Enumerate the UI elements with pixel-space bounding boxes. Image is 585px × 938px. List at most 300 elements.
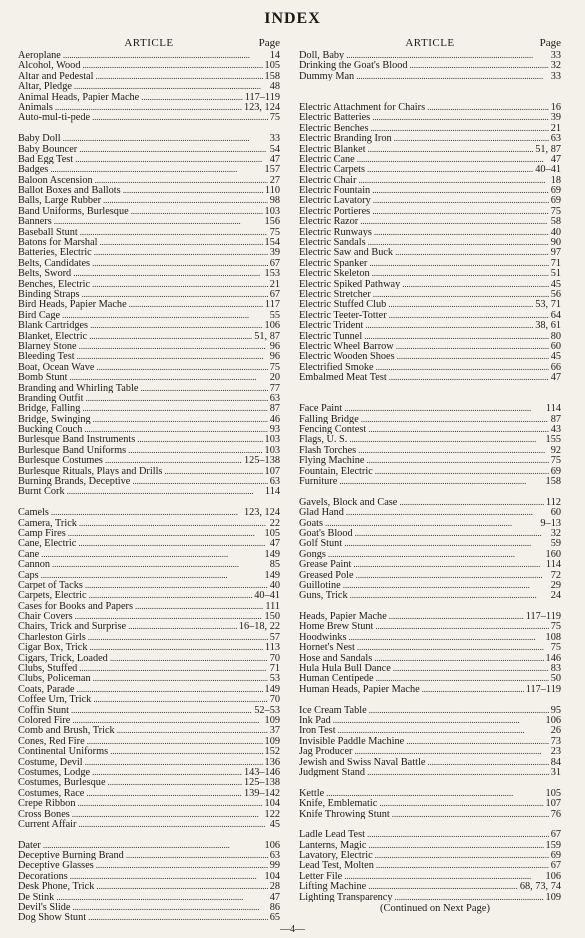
- entry-page: 105: [264, 60, 280, 71]
- entry-page: 53, 71: [535, 299, 561, 310]
- entry-page: 37: [269, 725, 280, 736]
- entry-page: 43: [550, 424, 561, 435]
- page-title: INDEX: [264, 10, 321, 27]
- index-entry: [18, 860, 280, 870]
- entry-title: Electric Trident: [299, 320, 364, 331]
- entry-page: 87: [550, 413, 561, 425]
- index-entry: [18, 559, 280, 569]
- index-column-left: [18, 37, 280, 923]
- section-spacer: [299, 92, 561, 102]
- entry-title: Branding and Whirling Table: [18, 382, 139, 393]
- dot-leader: [356, 570, 549, 580]
- entry-page: 108: [545, 631, 561, 643]
- index-entry: [18, 570, 280, 580]
- index-entry: [18, 351, 280, 361]
- entry-title: Doll, Baby: [299, 50, 345, 61]
- index-entry: [18, 881, 280, 891]
- index-entry: [18, 112, 280, 122]
- entry-title: Flags, U. S.: [299, 434, 348, 445]
- entry-page: 63: [269, 392, 280, 404]
- column-header: [18, 37, 280, 50]
- entry-title: Guillotine: [299, 579, 341, 591]
- section-spacer: [299, 694, 561, 704]
- entry-page: 40–41: [535, 164, 561, 175]
- index-entry: [18, 892, 280, 902]
- entry-title: Blanket, Electric: [18, 330, 88, 341]
- dot-leader: [343, 580, 549, 590]
- entry-title: Guns, Trick: [299, 590, 348, 601]
- index-entry: [299, 736, 561, 746]
- index-entry: [18, 673, 280, 683]
- entry-page: 68, 73, 74: [519, 881, 561, 892]
- entry-page: 22: [269, 517, 280, 528]
- entry-title: Jag Producer: [299, 746, 353, 757]
- entry-title: Ink Pad: [299, 715, 331, 726]
- dot-leader: [399, 497, 544, 507]
- entry-title: Grease Paint: [299, 559, 352, 570]
- dot-leader: [41, 549, 262, 559]
- entry-title: Bomb Stunt: [18, 372, 68, 383]
- entry-page: 83: [550, 663, 561, 674]
- section-spacer: [299, 486, 561, 496]
- entry-page: 80: [550, 330, 561, 341]
- entry-page: 90: [550, 237, 561, 248]
- index-entry: [299, 71, 561, 81]
- dot-leader: [353, 559, 544, 569]
- entry-title: Knife, Emblematic: [299, 798, 378, 809]
- entry-page: 93: [269, 424, 280, 435]
- dot-leader: [354, 746, 548, 756]
- section-spacer: [299, 383, 561, 393]
- entry-title: Current Affair: [18, 818, 77, 830]
- entry-title: Baseball Stunt: [18, 226, 78, 238]
- index-entry: [18, 289, 280, 299]
- entry-title: Chair Covers: [18, 611, 73, 622]
- entry-title: Embalmed Meat Test: [299, 372, 387, 383]
- dot-leader: [89, 590, 253, 600]
- index-entry: [299, 289, 561, 299]
- index-entry: [299, 164, 561, 174]
- page-number: —4—: [280, 924, 305, 935]
- index-entry: [299, 216, 561, 226]
- entry-page: 23: [550, 746, 561, 757]
- index-entry: [299, 632, 561, 642]
- index-entry: [18, 133, 280, 143]
- dot-leader: [372, 185, 549, 195]
- entry-title: Electric Stretcher: [299, 288, 371, 300]
- index-entry: [299, 746, 561, 756]
- dot-leader: [56, 892, 267, 902]
- entry-page: 38, 61: [535, 320, 561, 331]
- dot-leader: [73, 268, 262, 278]
- entry-page: 51, 87: [254, 330, 280, 341]
- entry-page: 106: [545, 870, 561, 882]
- entry-title: Electric Saw and Buck: [299, 247, 394, 258]
- entry-page: 136: [264, 756, 280, 767]
- index-entry: [18, 476, 280, 486]
- index-entry: [18, 580, 280, 590]
- entry-title: Carpet of Tacks: [18, 579, 83, 591]
- dot-leader: [379, 798, 543, 808]
- entry-page: 111: [265, 600, 280, 612]
- dot-leader: [164, 466, 262, 476]
- dot-leader: [367, 455, 549, 465]
- dot-leader: [346, 50, 549, 60]
- entry-page: 75: [269, 112, 280, 123]
- entry-title: Electric Cane: [299, 153, 355, 165]
- dot-leader: [85, 757, 263, 767]
- entry-title: Bleeding Test: [18, 351, 75, 362]
- index-entry: [18, 725, 280, 735]
- dot-leader: [344, 403, 544, 413]
- entry-title: Bucking Couch: [18, 424, 83, 435]
- dot-leader: [105, 455, 242, 465]
- entry-title: Golf Stunt: [299, 538, 343, 549]
- index-entry: [299, 206, 561, 216]
- dot-leader: [325, 518, 538, 528]
- index-entry: [299, 185, 561, 195]
- index-entry: [299, 237, 561, 247]
- index-entry: [18, 538, 280, 548]
- entry-title: Letter File: [299, 870, 343, 882]
- index-entry: [18, 850, 280, 860]
- index-entry: [299, 414, 561, 424]
- index-entry: [18, 414, 280, 424]
- entry-title: Electric Carpets: [299, 164, 366, 175]
- dot-leader: [367, 767, 549, 777]
- dot-leader: [137, 434, 262, 444]
- entry-title: Lighting Transparency: [299, 891, 393, 903]
- dot-leader: [369, 258, 548, 268]
- index-entry: [299, 455, 561, 465]
- index-entry: [18, 621, 280, 631]
- index-entry: [299, 715, 561, 725]
- dot-leader: [333, 715, 544, 725]
- entry-title: Alcohol, Wood: [18, 60, 81, 71]
- dot-leader: [131, 206, 263, 216]
- entry-page: 113: [264, 642, 280, 653]
- dot-leader: [117, 725, 268, 735]
- entry-title: Coffee Urn, Trick: [18, 694, 92, 705]
- dot-leader: [360, 216, 549, 226]
- dot-leader: [123, 185, 263, 195]
- entry-page: 139–142: [243, 787, 280, 799]
- index-entry: [18, 663, 280, 673]
- index-entry: [299, 559, 561, 569]
- entry-page: 149: [264, 683, 280, 695]
- entry-title: Falling Bridge: [299, 413, 359, 425]
- entry-title: Carpets, Electric: [18, 590, 87, 601]
- entry-page: 67: [550, 829, 561, 840]
- index-entry: [299, 112, 561, 122]
- dot-leader: [355, 528, 549, 538]
- entry-page: 87: [269, 403, 280, 414]
- dot-leader: [326, 788, 543, 798]
- entry-page: 71: [269, 663, 280, 674]
- dot-leader: [88, 912, 268, 922]
- index-entry: [18, 684, 280, 694]
- entry-page: 75: [550, 642, 561, 653]
- dot-leader: [79, 518, 268, 528]
- index-entry: [18, 175, 280, 185]
- dot-leader: [376, 673, 549, 683]
- dot-leader: [103, 195, 268, 205]
- entry-page: 103: [264, 205, 280, 217]
- continued-note: (Continued on Next Page): [380, 903, 490, 914]
- dot-leader: [410, 60, 549, 70]
- index-entry: [299, 663, 561, 673]
- index-entry: [18, 632, 280, 642]
- index-entry: [18, 871, 280, 881]
- dot-leader: [376, 860, 549, 870]
- dot-leader: [126, 850, 268, 860]
- index-entry: [299, 195, 561, 205]
- dot-leader: [392, 809, 549, 819]
- index-entry: [18, 310, 280, 320]
- entry-title: Gongs: [299, 548, 326, 560]
- index-entry: [18, 320, 280, 330]
- entry-title: Human Centipede: [299, 673, 374, 684]
- entry-title: Costumes, Burlesque: [18, 777, 106, 788]
- entry-title: Fencing Contest: [299, 424, 367, 435]
- entry-page: 146: [545, 652, 561, 664]
- entry-page: 106: [264, 320, 280, 331]
- dot-leader: [90, 320, 262, 330]
- dot-leader: [92, 767, 242, 777]
- entry-page: 117: [264, 299, 280, 310]
- entry-title: Aeroplane: [18, 50, 61, 61]
- dot-leader: [87, 736, 263, 746]
- index-entry: [299, 549, 561, 559]
- dot-leader: [372, 268, 549, 278]
- dot-leader: [339, 476, 543, 486]
- entry-title: Electric Sandals: [299, 237, 366, 248]
- entry-page: 60: [550, 507, 561, 518]
- dot-leader: [406, 736, 548, 746]
- dot-leader: [358, 175, 548, 185]
- dot-leader: [368, 237, 549, 247]
- dot-leader: [140, 383, 267, 393]
- index-entry: [18, 507, 280, 517]
- dot-leader: [54, 216, 263, 226]
- entry-title: Bad Egg Test: [18, 153, 74, 165]
- entry-title: Drinking the Goat's Blood: [299, 60, 408, 71]
- dot-leader: [368, 881, 518, 891]
- entry-title: Clubs, Stuffed: [18, 663, 78, 674]
- entry-title: Knife Throwing Stunt: [299, 808, 390, 819]
- entry-title: Electric Stuffed Club: [299, 299, 387, 310]
- index-entry: [299, 476, 561, 486]
- index-entry: [299, 850, 561, 860]
- index-entry: [299, 673, 561, 683]
- entry-title: Electric Wooden Shoes: [299, 351, 395, 362]
- index-entry: [299, 403, 561, 413]
- dot-leader: [96, 860, 268, 870]
- entry-title: Bird Cage: [18, 309, 61, 321]
- entry-title: Bird Heads, Papier Mache: [18, 299, 127, 310]
- entry-page: 28: [269, 881, 280, 892]
- index-entry: [299, 518, 561, 528]
- dot-leader: [72, 715, 262, 725]
- entry-page: 70: [269, 694, 280, 705]
- dot-leader: [375, 850, 549, 860]
- dot-leader: [63, 133, 268, 143]
- entry-title: Fountain, Electric: [299, 465, 373, 477]
- entry-title: Bridge, Falling: [18, 403, 81, 414]
- index-entry: [18, 549, 280, 559]
- dot-leader: [372, 112, 549, 122]
- dot-leader: [389, 310, 549, 320]
- entry-page: 77: [269, 382, 280, 393]
- dot-leader: [128, 445, 262, 455]
- entry-title: Iron Test: [299, 725, 336, 736]
- entry-page: 47: [269, 153, 280, 165]
- entry-title: Cane, Electric: [18, 538, 77, 549]
- index-entry: [18, 227, 280, 237]
- entry-page: 106: [545, 715, 561, 726]
- index-entry: [18, 331, 280, 341]
- entry-title: Electric Portieres: [299, 205, 371, 217]
- entry-title: Electric Branding Iron: [299, 133, 392, 144]
- dot-leader: [344, 538, 549, 548]
- entry-title: Gavels, Block and Case: [299, 496, 398, 508]
- dot-leader: [389, 372, 549, 382]
- entry-title: Animals: [18, 101, 53, 113]
- dot-leader: [348, 632, 543, 642]
- entry-title: Hula Hula Bull Dance: [299, 663, 391, 674]
- entry-title: Bridge, Swinging: [18, 413, 91, 425]
- entry-title: Baloon Ascension: [18, 174, 93, 186]
- index-entry: [18, 653, 280, 663]
- entry-page: 33: [550, 50, 561, 61]
- dot-leader: [373, 195, 549, 205]
- index-entry: [299, 538, 561, 548]
- entry-page: 14: [269, 50, 280, 61]
- entry-title: Coats, Parade: [18, 683, 75, 695]
- entry-title: Lead Test, Molten: [299, 860, 374, 871]
- entry-title: Dog Show Stunt: [18, 912, 87, 923]
- entry-page: 110: [264, 185, 280, 196]
- article-heading: ARTICLE: [405, 37, 455, 49]
- index-entry: [299, 133, 561, 143]
- index-entry: [299, 320, 561, 330]
- dot-leader: [367, 829, 549, 839]
- dot-leader: [74, 81, 268, 91]
- entry-page: 143–146: [243, 766, 280, 778]
- entry-page: 107: [264, 465, 280, 477]
- index-entry: [18, 383, 280, 393]
- index-entry: [299, 705, 561, 715]
- entry-page: 104: [264, 870, 280, 882]
- entry-title: Desk Phone, Trick: [18, 881, 95, 892]
- entry-page: 69: [550, 465, 561, 477]
- dot-leader: [367, 164, 533, 174]
- index-entry: [18, 590, 280, 600]
- entry-title: Burnt Cork: [18, 486, 65, 497]
- entry-title: Home Brew Stunt: [299, 621, 374, 632]
- entry-title: Furniture: [299, 476, 338, 487]
- entry-page: 76: [550, 808, 561, 819]
- entry-page: 71: [550, 257, 561, 269]
- index-entry: [299, 788, 561, 798]
- dot-leader: [368, 424, 548, 434]
- index-entry: [18, 434, 280, 444]
- entry-title: Electric Blanket: [299, 143, 366, 154]
- section-spacer: [299, 819, 561, 829]
- index-entry: [18, 92, 280, 102]
- dot-leader: [70, 372, 268, 382]
- entry-page: 99: [269, 860, 280, 871]
- entry-page: 47: [269, 891, 280, 903]
- dot-leader: [93, 694, 267, 704]
- dot-leader: [394, 133, 549, 143]
- dot-leader: [427, 102, 549, 112]
- section-spacer: [18, 497, 280, 507]
- dot-leader: [79, 663, 267, 673]
- entry-page: 56: [550, 288, 561, 300]
- index-entry: [18, 902, 280, 912]
- entry-page: 117–119: [525, 611, 561, 622]
- entry-title: Altar, Pledge: [18, 81, 72, 92]
- entry-page: 9–13: [540, 517, 561, 528]
- dot-leader: [364, 331, 548, 341]
- index-entry: [299, 840, 561, 850]
- dot-leader: [77, 798, 262, 808]
- entry-page: 154: [264, 237, 280, 248]
- entry-title: Flying Machine: [299, 455, 365, 466]
- entry-page: 97: [550, 247, 561, 258]
- entry-page: 109: [264, 735, 280, 747]
- dot-leader: [92, 279, 268, 289]
- entry-page: 67: [269, 257, 280, 269]
- entry-title: Banners: [18, 216, 52, 227]
- entry-title: Invisible Paddle Machine: [299, 735, 405, 747]
- dot-leader: [78, 538, 267, 548]
- index-entry: [299, 50, 561, 60]
- entry-title: Charleston Girls: [18, 631, 86, 643]
- entry-title: Burlesque Costumes: [18, 455, 103, 466]
- entry-title: Cases for Books and Papers: [18, 600, 133, 612]
- entry-page: 73: [550, 735, 561, 747]
- entry-page: 16: [550, 101, 561, 113]
- dot-leader: [328, 549, 544, 559]
- entry-title: Lifting Machine: [299, 881, 367, 892]
- entry-title: Colored Fire: [18, 715, 71, 726]
- section-spacer: [299, 601, 561, 611]
- index-entry: [18, 819, 280, 829]
- entry-page: 65: [269, 912, 280, 923]
- entry-title: Cones, Red Fire: [18, 735, 85, 747]
- dot-leader: [374, 227, 549, 237]
- entry-title: Ballot Boxes and Ballots: [18, 185, 121, 196]
- index-entry: [299, 507, 561, 517]
- dot-leader: [77, 684, 263, 694]
- entry-page: 157: [264, 164, 280, 175]
- entry-title: Jewish and Swiss Naval Battle: [299, 756, 426, 767]
- entry-title: Devil's Slide: [18, 902, 71, 913]
- dot-leader: [86, 393, 268, 403]
- index-column-right: [299, 37, 561, 902]
- entry-title: Electrified Smoke: [299, 361, 374, 373]
- entry-title: De Stink: [18, 891, 55, 903]
- dot-leader: [356, 71, 549, 81]
- entry-page: 33: [550, 70, 561, 82]
- index-entry: [18, 767, 280, 777]
- index-entry: [18, 788, 280, 798]
- dot-leader: [80, 227, 268, 237]
- index-entry: [18, 705, 280, 715]
- article-heading: ARTICLE: [124, 37, 174, 49]
